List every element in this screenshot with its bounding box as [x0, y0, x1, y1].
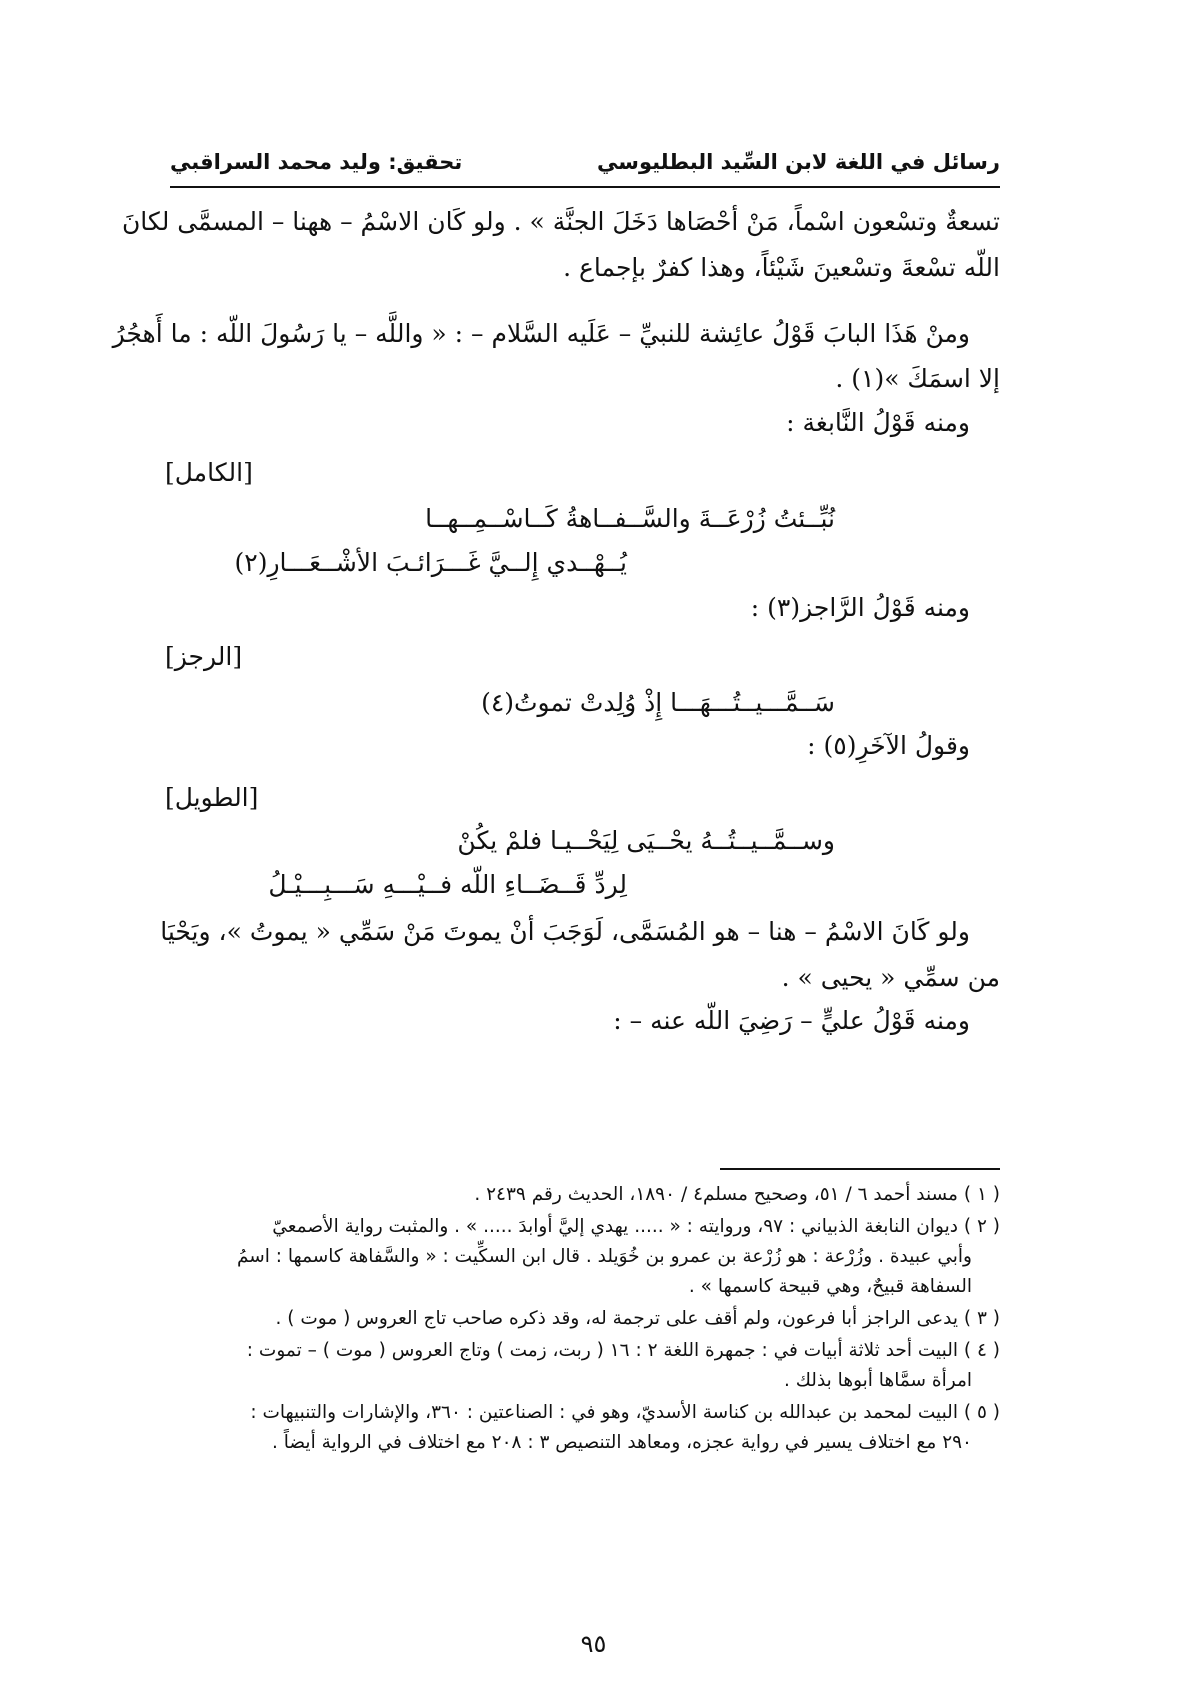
book-title: رسائل في اللغة لابن السِّيد البطليوسي [597, 150, 1000, 174]
footnote-line: امرأة سمَّاها أبوها بذلك . [783, 1369, 972, 1391]
footnote-line: وأبي عبيدة . وزُرْعة : هو زُرْعة بن عمرو بن خُوَيلد . قال ابن السكِّيت : « والسَّفاهة كاسمها : اسمُ [236, 1245, 972, 1267]
text-line: ومنه قَوْلُ عليٍّ – رَضِيَ اللّه عنه – : [613, 1006, 970, 1035]
meter-label: [الرجز] [165, 642, 243, 671]
text-line: ولو كَانَ الاسْمُ – هنا – هو المُسَمَّى، لَوَجَبَ أنْ يموتَ مَنْ سَمِّي « يموتُ »، ويَحْيَا [160, 917, 970, 946]
footnote-line: السفاهة قبيحٌ، وهي قبيحة كاسمها » . [688, 1275, 972, 1297]
verse-line: سَــمَّـــيــتُـــهَـــا إِذْ وُلِدتْ تموتُ(٤) [481, 688, 835, 717]
text-line: ومنْ هَذَا البابَ قَوْلُ عائِشة للنبيِّ – عَلَيه السَّلام – : « واللَّه – يا رَسُولَ اللّه : ما أَهجُرُ [112, 319, 970, 348]
text-line: إلا اسمَكَ »(١) . [835, 363, 1000, 393]
text-line: ومنه قَوْلُ الرَّاجز(٣) : [750, 593, 970, 622]
footnote-line: ٢٩٠ مع اختلاف يسير في رواية عجزه، ومعاهد التنصيص ٣ : ٢٠٨ مع اختلاف في الرواية أيضاً . [271, 1431, 972, 1453]
paragraph-1 [121, 207, 1000, 282]
footnote-2 [170, 1212, 1000, 1302]
footnote-line: ( ٤ ) البيت أحد ثلاثة أبيات في : جمهرة اللغة ٢ : ١٦ ( ربت، زمت ) وتاج العروس ( موت ) – تموت : [246, 1339, 1000, 1361]
footnote-3: ( ٣ ) يدعى الراجز أبا فرعون، ولم أقف على ترجمة له، وقد ذكره صاحب تاج العروس ( موت ) . [275, 1307, 1000, 1329]
footnote-line: ( ٢ ) ديوان النابغة الذبياني : ٩٧، وروايته : « ..... يهدي إليَّ أوابدَ ..... » . والمثبت رواية الأصمعيّ [272, 1215, 1000, 1237]
text-line: من سمِّي « يحيى » . [781, 962, 1000, 992]
verse-hemistich: لِردِّ قَــضَــاءِ اللّه فــيْـــهِ سَـــبِـــيْـلُ [268, 870, 627, 899]
footnote-5 [170, 1398, 1000, 1458]
footnotes [170, 1180, 1000, 1460]
text-line: وقولُ الآخَرِ(٥) : [807, 731, 970, 760]
paragraph-3 [160, 917, 1000, 1035]
footnote-separator [720, 1168, 1000, 1170]
verse-hemistich: نُبِّــئتُ زُرْعَــةَ والسَّــفــاهةُ كَــاسْــمِــهــا [425, 504, 835, 533]
meter-label: [الكامل] [165, 458, 253, 487]
footnote-line: ( ٥ ) البيت لمحمد بن عبدالله بن كناسة الأسديّ، وهو في : الصناعتين : ٣٦٠، والإشارات والتنبيهات : [250, 1401, 1000, 1423]
verse-hemistich: وســمَّــيــتُــهُ يحْــيَى لِيَحْــيـا فلمْ يكُنْ [457, 826, 835, 855]
meter-label: [الطويل] [165, 783, 259, 812]
paragraph-2 [112, 319, 1000, 437]
text-line: اللّه تسْعةَ وتسْعينَ شَيْئاً، وهذا كفرٌ بإجماع . [563, 252, 1000, 282]
footnote-1: ( ١ ) مسند أحمد ٦ / ٥١، وصحيح مسلم٤ / ١٨٩٠، الحديث رقم ٢٤٣٩ . [474, 1184, 1000, 1205]
verse-hemistich: يُــهْــدي إِلــيَّ غَـــرَائـبَ الأشْــعَـــارِ(٢) [234, 548, 627, 577]
editor-credit: تحقيق: وليد محمد السراقبي [170, 150, 463, 174]
page-number: ٩٥ [580, 1630, 607, 1658]
running-header [170, 150, 1000, 188]
text-line: ومنه قَوْلُ النَّابغة : [786, 408, 970, 437]
text-line: تسعةٌ وتسْعون اسْماً، مَنْ أحْصَاها دَخَلَ الجنَّة » . ولو كَان الاسْمُ – ههنا – المسمَّى لكانَ [121, 207, 1000, 236]
footnote-4 [170, 1336, 1000, 1396]
